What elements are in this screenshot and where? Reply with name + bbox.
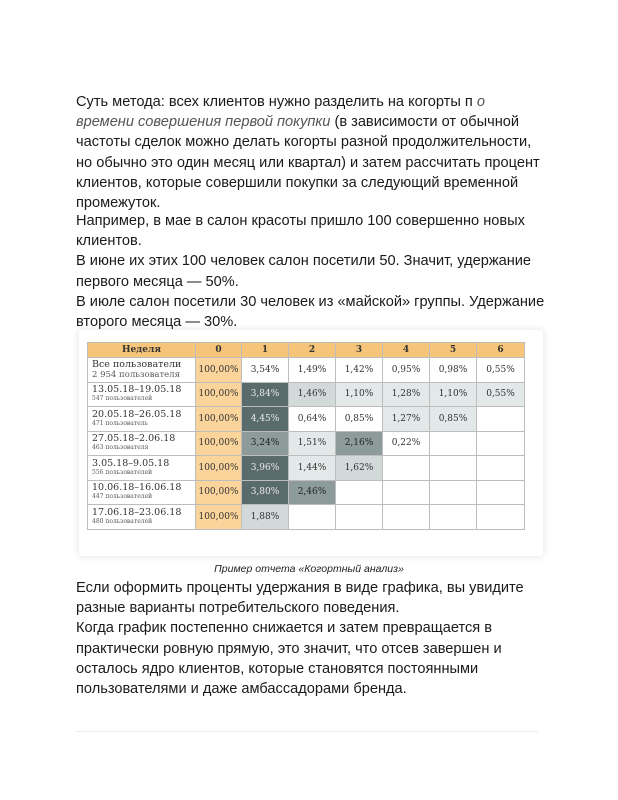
cohort-period-cell (88, 382, 196, 407)
retention-cell (477, 431, 525, 456)
intro-italic-phrase: о времени совершения первой покупки (76, 94, 485, 131)
retention-cell: 0,55% (477, 358, 525, 383)
retention-cell: 1,44% (289, 456, 336, 481)
retention-cell: 1,42% (336, 358, 383, 383)
table-row (88, 431, 525, 456)
retention-cell: 100,00% (196, 505, 242, 530)
example-line-3: В июле салон посетили 30 человек из «майской» группы. Удержание второго месяца — 30%. (76, 293, 545, 331)
header-col-0: 0 (196, 343, 242, 358)
cohort-user-count: 463 пользователя (92, 444, 149, 452)
retention-cell: 4,45% (242, 407, 289, 432)
retention-cell (477, 505, 525, 530)
retention-cell: 3,84% (242, 382, 289, 407)
retention-cell: 1,88% (242, 505, 289, 530)
cohort-period: 20.05.18–26.05.18 (92, 408, 182, 420)
header-col-6: 6 (477, 343, 525, 358)
retention-cell: 1,46% (289, 382, 336, 407)
table-caption: Пример отчета «Когортный анализ» (214, 563, 404, 575)
retention-cell: 0,98% (430, 358, 477, 383)
cohort-period: 27.05.18–2.06.18 (92, 433, 176, 445)
retention-cell: 0,22% (383, 431, 430, 456)
retention-cell: 3,24% (242, 431, 289, 456)
retention-cell: 3,80% (242, 480, 289, 505)
cohort-user-count: 556 пользователей (92, 468, 153, 476)
table-row (88, 456, 525, 481)
retention-cell (336, 505, 383, 530)
cohort-period: Все пользователи (92, 358, 182, 370)
closing-line-1: Если оформить проценты удержания в виде графика, вы увидите разные варианты потребительского поведения. (76, 580, 524, 617)
table-row (88, 358, 525, 383)
retention-cell: 1,62% (336, 456, 383, 481)
header-col-1: 1 (242, 343, 289, 358)
cohort-period-cell (88, 358, 196, 383)
retention-cell: 0,55% (477, 382, 525, 407)
closing-paragraph (76, 578, 546, 699)
cohort-period: 17.06.18–23.06.18 (92, 506, 182, 518)
cohort-user-count: 471 пользователь (92, 419, 148, 427)
cohort-user-count: 447 пользователей (92, 493, 153, 501)
retention-cell: 2,46% (289, 480, 336, 505)
retention-cell: 100,00% (196, 407, 242, 432)
retention-cell: 0,85% (336, 407, 383, 432)
intro-text-end: (в зависимости от обычной частоты сделок можно делать когорты разной продолжительности, но обычно это один месяц или квартал) и затем рассчитать процент клиентов, которые совершили покупки за следующий временной промежуток. (76, 114, 540, 212)
cohort-period-cell (88, 480, 196, 505)
retention-cell: 1,49% (289, 358, 336, 383)
table-header-row (88, 343, 525, 358)
cohort-table-card (79, 330, 543, 556)
intro-text-start: Суть метода: всех клиентов нужно разделить на когорты п (76, 94, 477, 110)
table-row (88, 407, 525, 432)
retention-cell: 0,95% (383, 358, 430, 383)
cohort-period-cell (88, 456, 196, 481)
closing-line-2: Когда график постепенно снижается и затем превращается в практически ровную прямую, это значит, что отсев завершен и осталось ядро клиентов, которые становятся постоянными пользователями и даже амбассадорами бренда. (76, 620, 502, 698)
retention-cell: 1,51% (289, 431, 336, 456)
cohort-user-count: 2 954 пользователя (92, 369, 180, 380)
retention-cell (383, 456, 430, 481)
header-col-3: 3 (336, 343, 383, 358)
cohort-period-cell (88, 431, 196, 456)
retention-cell: 0,64% (289, 407, 336, 432)
retention-cell (430, 431, 477, 456)
table-row (88, 382, 525, 407)
cohort-period: 3.05.18–9.05.18 (92, 457, 170, 469)
retention-cell: 3,96% (242, 456, 289, 481)
cohort-user-count: 547 пользователей (92, 395, 153, 403)
retention-cell: 1,28% (383, 382, 430, 407)
retention-cell: 3,54% (242, 358, 289, 383)
cohort-period: 10.06.18–16.06.18 (92, 482, 182, 494)
example-paragraph (76, 211, 546, 332)
header-week: Неделя (88, 343, 196, 358)
example-line-1: Например, в мае в салон красоты пришло 100 совершенно новых клиентов. (76, 213, 525, 250)
retention-cell: 100,00% (196, 382, 242, 407)
cohort-period-cell (88, 407, 196, 432)
example-line-2: В июне их этих 100 человек салон посетили 50. Значит, удержание первого месяца — 50%. (76, 253, 532, 290)
retention-cell: 1,27% (383, 407, 430, 432)
retention-cell (430, 480, 477, 505)
retention-cell: 1,10% (430, 382, 477, 407)
retention-cell (430, 505, 477, 530)
retention-cell: 100,00% (196, 358, 242, 383)
cohort-period: 13.05.18–19.05.18 (92, 384, 182, 396)
header-col-4: 4 (383, 343, 430, 358)
retention-cell: 100,00% (196, 480, 242, 505)
retention-cell (336, 480, 383, 505)
retention-cell (383, 505, 430, 530)
retention-cell (477, 480, 525, 505)
retention-cell (289, 505, 336, 530)
header-col-5: 5 (430, 343, 477, 358)
cohort-user-count: 480 пользователей (92, 517, 153, 525)
retention-cell: 100,00% (196, 456, 242, 481)
retention-cell (477, 456, 525, 481)
retention-cell: 100,00% (196, 431, 242, 456)
retention-cell: 2,16% (336, 431, 383, 456)
retention-cell (383, 480, 430, 505)
retention-cell (477, 407, 525, 432)
intro-paragraph (76, 92, 546, 213)
table-row (88, 480, 525, 505)
retention-cell: 0,85% (430, 407, 477, 432)
table-row (88, 505, 525, 530)
cohort-period-cell (88, 505, 196, 530)
retention-cell: 1,10% (336, 382, 383, 407)
cohort-table (87, 342, 525, 530)
header-col-2: 2 (289, 343, 336, 358)
retention-cell (430, 456, 477, 481)
divider (76, 731, 538, 732)
